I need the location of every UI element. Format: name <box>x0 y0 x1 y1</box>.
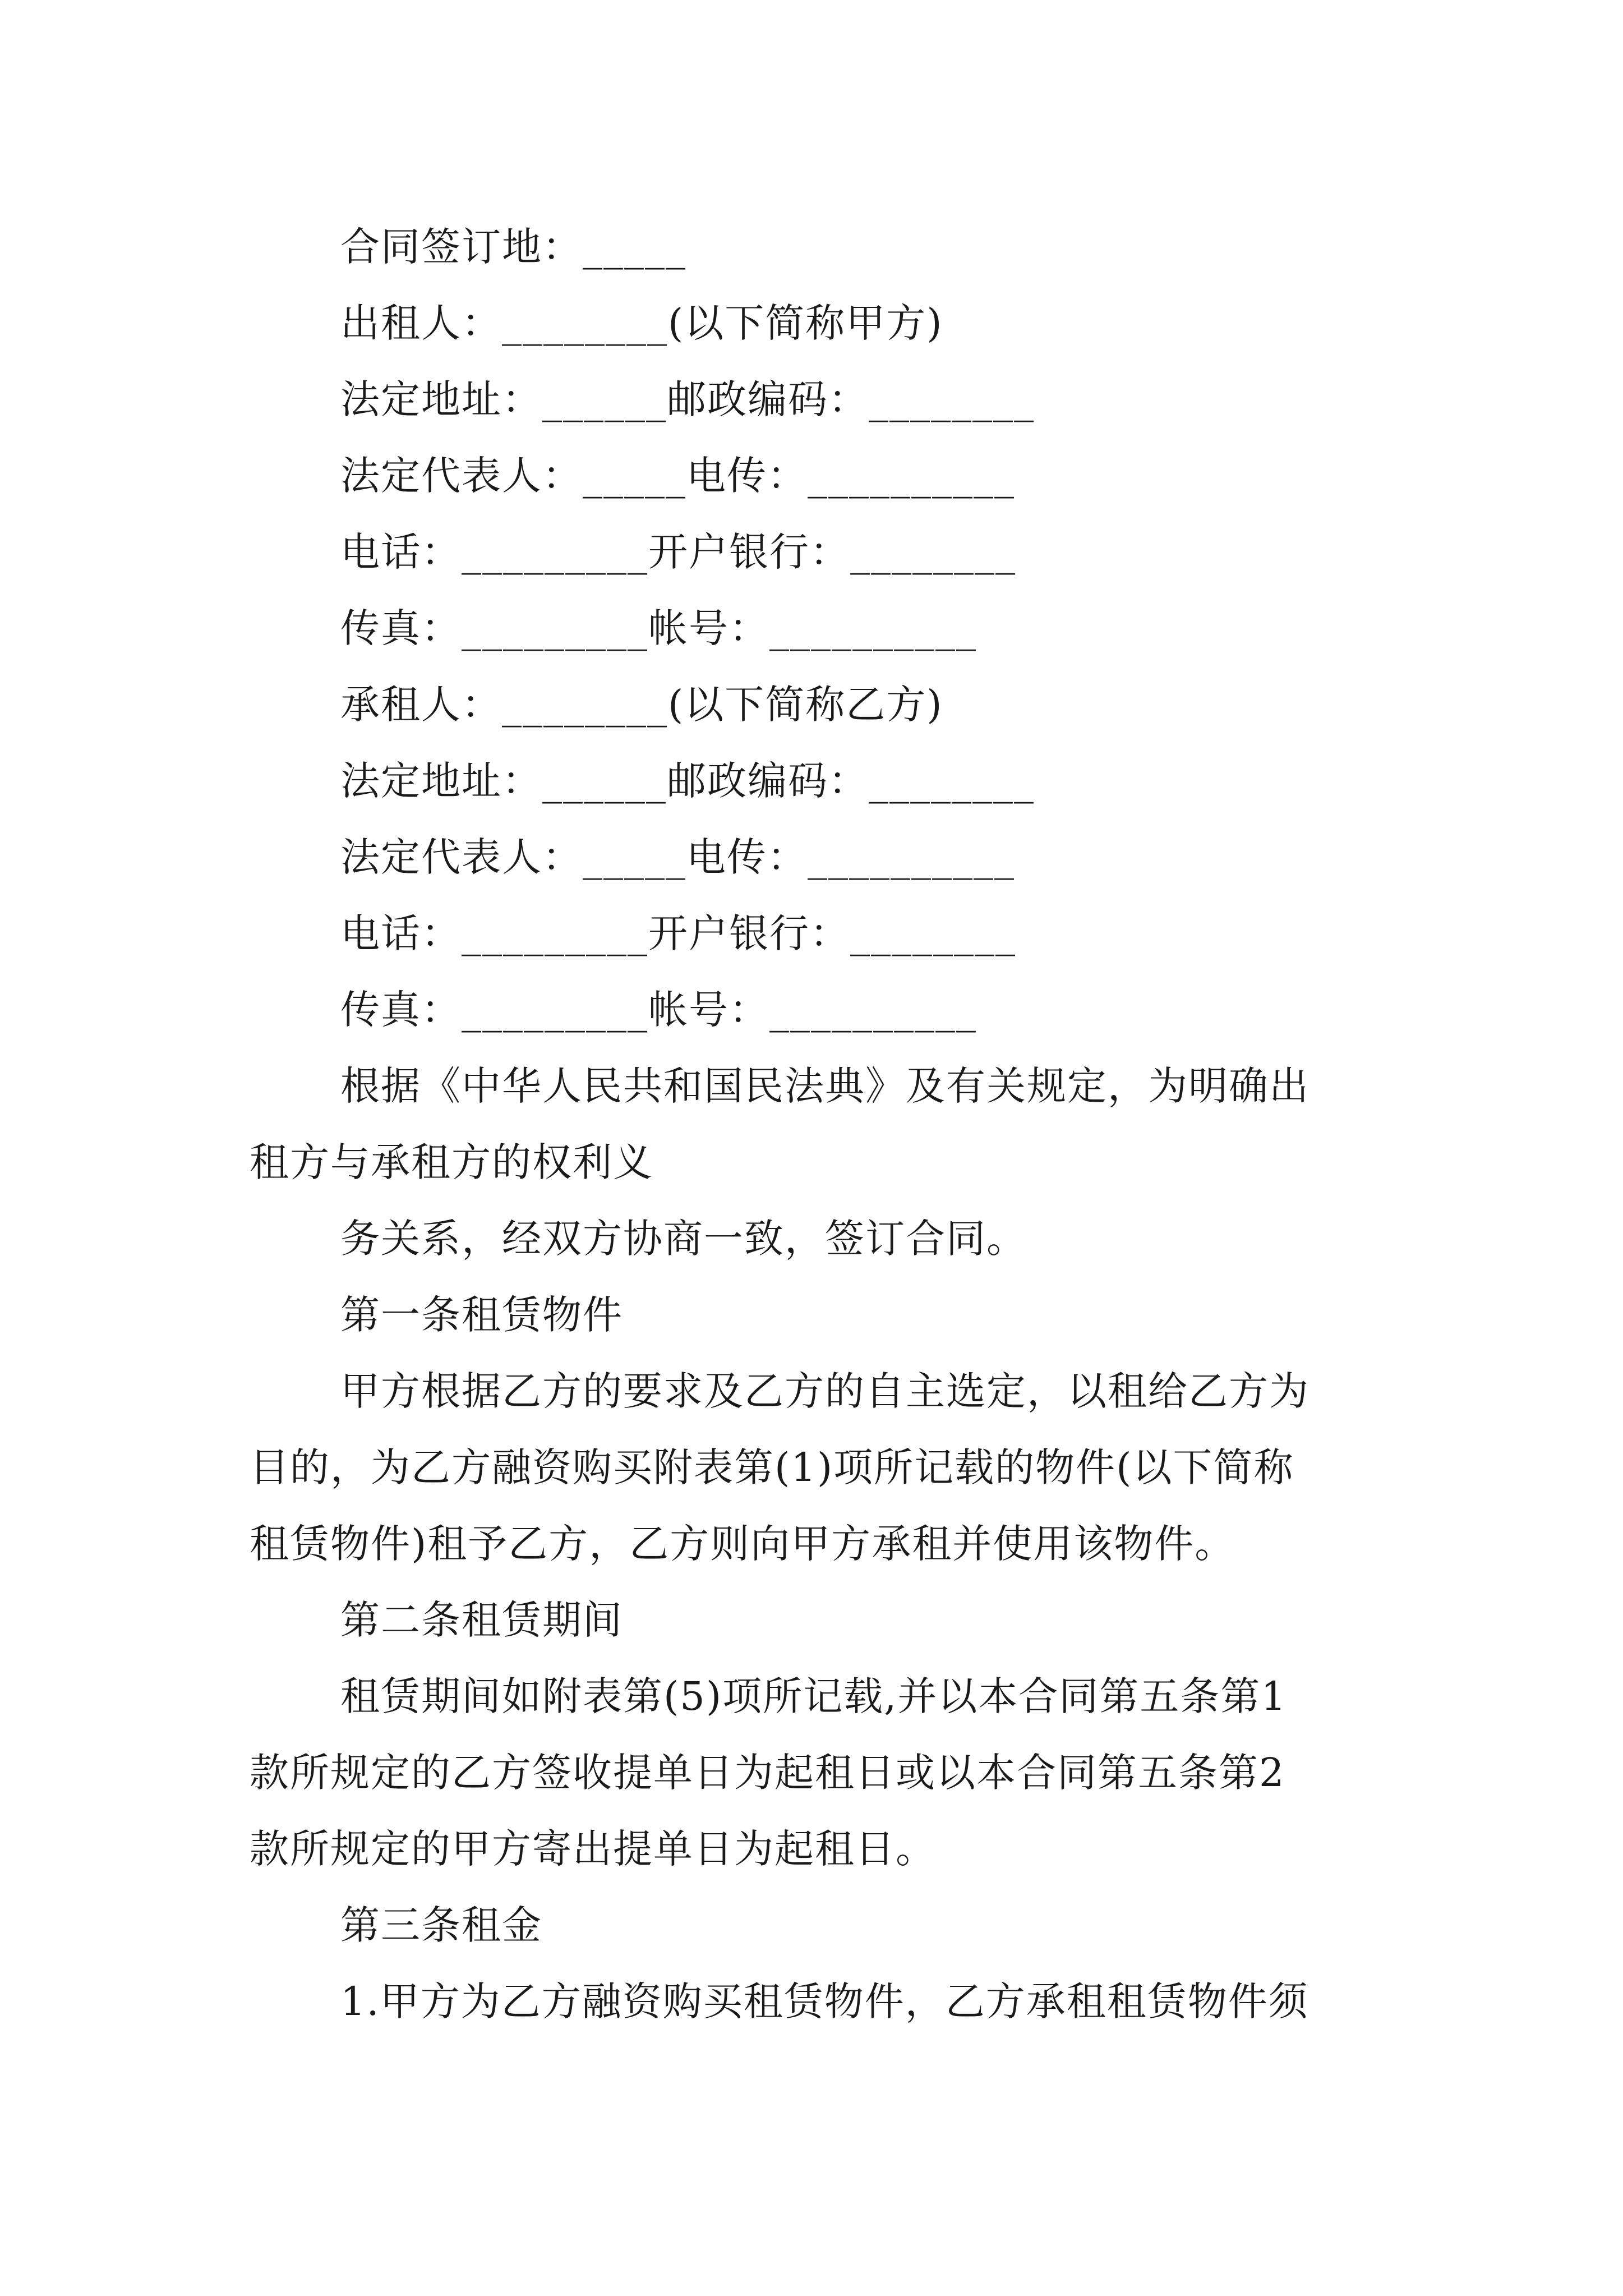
article-2-title: 第二条租赁期间 <box>340 1597 623 1643</box>
article-1-line-2: 目的，为乙方融资购买附表第(1)项所记载的物件(以下简称 <box>250 1444 1294 1490</box>
article-1-line-1: 甲方根据乙方的要求及乙方的自主选定，以租给乙方为 <box>340 1368 1310 1414</box>
field-lessee-address: 法定地址：______邮政编码：________ <box>340 758 1035 804</box>
article-1-line-3: 租赁物件)租予乙方，乙方则向甲方承租并使用该物件。 <box>250 1521 1235 1567</box>
article-3-line-1: 1.甲方为乙方融资购买租赁物件，乙方承租租赁物件须 <box>340 1978 1309 2024</box>
article-2-line-2: 款所规定的乙方签收提单日为起租日或以本合同第五条第2 <box>250 1750 1285 1796</box>
article-2-line-1: 租赁期间如附表第(5)项所记载,并以本合同第五条第1 <box>340 1673 1287 1719</box>
preamble-line-2: 租方与承租方的权利义 <box>250 1139 653 1185</box>
field-lessee-representative: 法定代表人：_____电传：__________ <box>340 834 1015 880</box>
field-lessee-fax: 传真：_________帐号：__________ <box>340 987 977 1033</box>
field-lessor-fax: 传真：_________帐号：__________ <box>340 605 977 651</box>
field-lessor-phone: 电话：_________开户银行：________ <box>340 529 1016 575</box>
preamble-line-3: 务关系，经双方协商一致，签订合同。 <box>340 1216 1027 1262</box>
field-lessor-representative: 法定代表人：_____电传：__________ <box>340 453 1015 499</box>
field-lessor: 出租人：________(以下简称甲方) <box>340 300 943 346</box>
article-1-title: 第一条租赁物件 <box>340 1292 623 1338</box>
article-2-line-3: 款所规定的甲方寄出提单日为起租日。 <box>250 1826 936 1872</box>
field-lessee-phone: 电话：_________开户银行：________ <box>340 910 1016 956</box>
article-3-title: 第三条租金 <box>340 1902 542 1948</box>
field-lessee: 承租人：________(以下简称乙方) <box>340 682 943 728</box>
document-body <box>250 209 1388 2040</box>
field-lessor-address: 法定地址：______邮政编码：________ <box>340 376 1035 422</box>
field-signing-place: 合同签订地：_____ <box>340 224 686 270</box>
preamble-line-1: 根据《中华人民共和国民法典》及有关规定，为明确出 <box>340 1063 1310 1109</box>
